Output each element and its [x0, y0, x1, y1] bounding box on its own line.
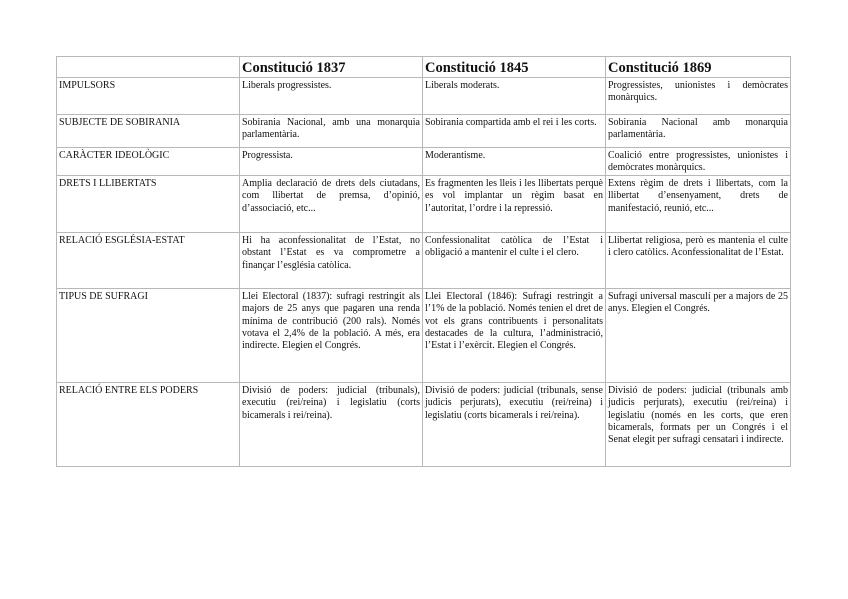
row-label-drets-llibertats: DRETS I LLIBERTATS	[57, 175, 240, 232]
header-constitucio-1869: Constitució 1869	[606, 57, 791, 78]
table-cell: Sufragi universal masculí per a majors de 25 anys. Elegien el Congrés.	[606, 288, 791, 382]
table-row	[57, 175, 791, 232]
table-cell: Liberals moderats.	[423, 78, 606, 115]
row-label-caracter-ideologic: CARÀCTER IDEOLÒGIC	[57, 148, 240, 176]
header-constitucio-1845: Constitució 1845	[423, 57, 606, 78]
row-label-tipus-sufragi: TIPUS DE SUFRAGI	[57, 288, 240, 382]
table-row	[57, 115, 791, 148]
table-cell: Extens règim de drets i llibertats, com la llibertat d’ensenyament, drets de manifestació, reunió, etc...	[606, 175, 791, 232]
row-label-relacio-esglesia-estat: RELACIÓ ESGLÉSIA-ESTAT	[57, 232, 240, 288]
table-cell: Moderantisme.	[423, 148, 606, 176]
table-cell: Llei Electoral (1846): Sufragi restringit a l’1% de la població. Només tenien el dret de vot els grans contribuents i personalitats destacades de la cultura, l’administració, l’Estat i l’exèrcit. Elegien el Congrés.	[423, 288, 606, 382]
table-cell: Confessionalitat catòlica de l’Estat i obligació a mantenir el culte i el clero.	[423, 232, 606, 288]
row-label-impulsors: IMPULSORS	[57, 78, 240, 115]
table-cell: Sobirania compartida amb el rei i les corts.	[423, 115, 606, 148]
constitutions-comparison-table	[56, 56, 791, 467]
table-cell: Liberals progressistes.	[240, 78, 423, 115]
table-header-row	[57, 57, 791, 78]
table-cell: Es fragmenten les lleis i les llibertats perquè es vol implantar un règim basat en l’autoritat, l’ordre i la repressió.	[423, 175, 606, 232]
table-row	[57, 382, 791, 466]
table-cell: Divisió de poders: judicial (tribunals), executiu (rei/reina) i legislatiu (corts bicamerals i rei/reina).	[240, 382, 423, 466]
table-cell: Llibertat religiosa, però es mantenia el culte i clero catòlics. Aconfessionalitat de l’Estat.	[606, 232, 791, 288]
table-cell: Divisió de poders: judicial (tribunals, sense judicis perjurats), executiu (rei/reina) i legislatiu (corts bicamerals i rei/reina).	[423, 382, 606, 466]
table-cell: Coalició entre progressistes, unionistes i demòcrates monàrquics.	[606, 148, 791, 176]
table-row	[57, 232, 791, 288]
table-cell: Progressista.	[240, 148, 423, 176]
row-label-subjecte-sobirania: SUBJECTE DE SOBIRANIA	[57, 115, 240, 148]
table-cell: Progressistes, unionistes i demòcrates monàrquics.	[606, 78, 791, 115]
table-row	[57, 288, 791, 382]
table-cell: Sobirania Nacional amb monarquia parlamentària.	[606, 115, 791, 148]
table-row	[57, 78, 791, 115]
row-label-relacio-poders: RELACIÓ ENTRE ELS PODERS	[57, 382, 240, 466]
table-cell: Hi ha aconfessionalitat de l’Estat, no obstant l’Estat es va comprometre a finançar l’església catòlica.	[240, 232, 423, 288]
table-row	[57, 148, 791, 176]
table-cell: Divisió de poders: judicial (tribunals amb judicis perjurats), executiu (rei/reina) i legislatiu (només en les corts, que eren bicamerals, formats per un Congrés i el Senat elegit per sufragi censatari i indirecte.	[606, 382, 791, 466]
header-corner-cell	[57, 57, 240, 78]
header-constitucio-1837: Constitució 1837	[240, 57, 423, 78]
table-cell: Amplia declaració de drets dels ciutadans, com llibertat de premsa, d’opinió, d’associació, etc...	[240, 175, 423, 232]
table-cell: Llei Electoral (1837): sufragi restringit als majors de 25 anys que pagaren una renda mínima de contribució (200 rals). Només votava el 2,4% de la població. A més, era indirecte. Elegien el Congrés.	[240, 288, 423, 382]
table-cell: Sobirania Nacional, amb una monarquia parlamentària.	[240, 115, 423, 148]
